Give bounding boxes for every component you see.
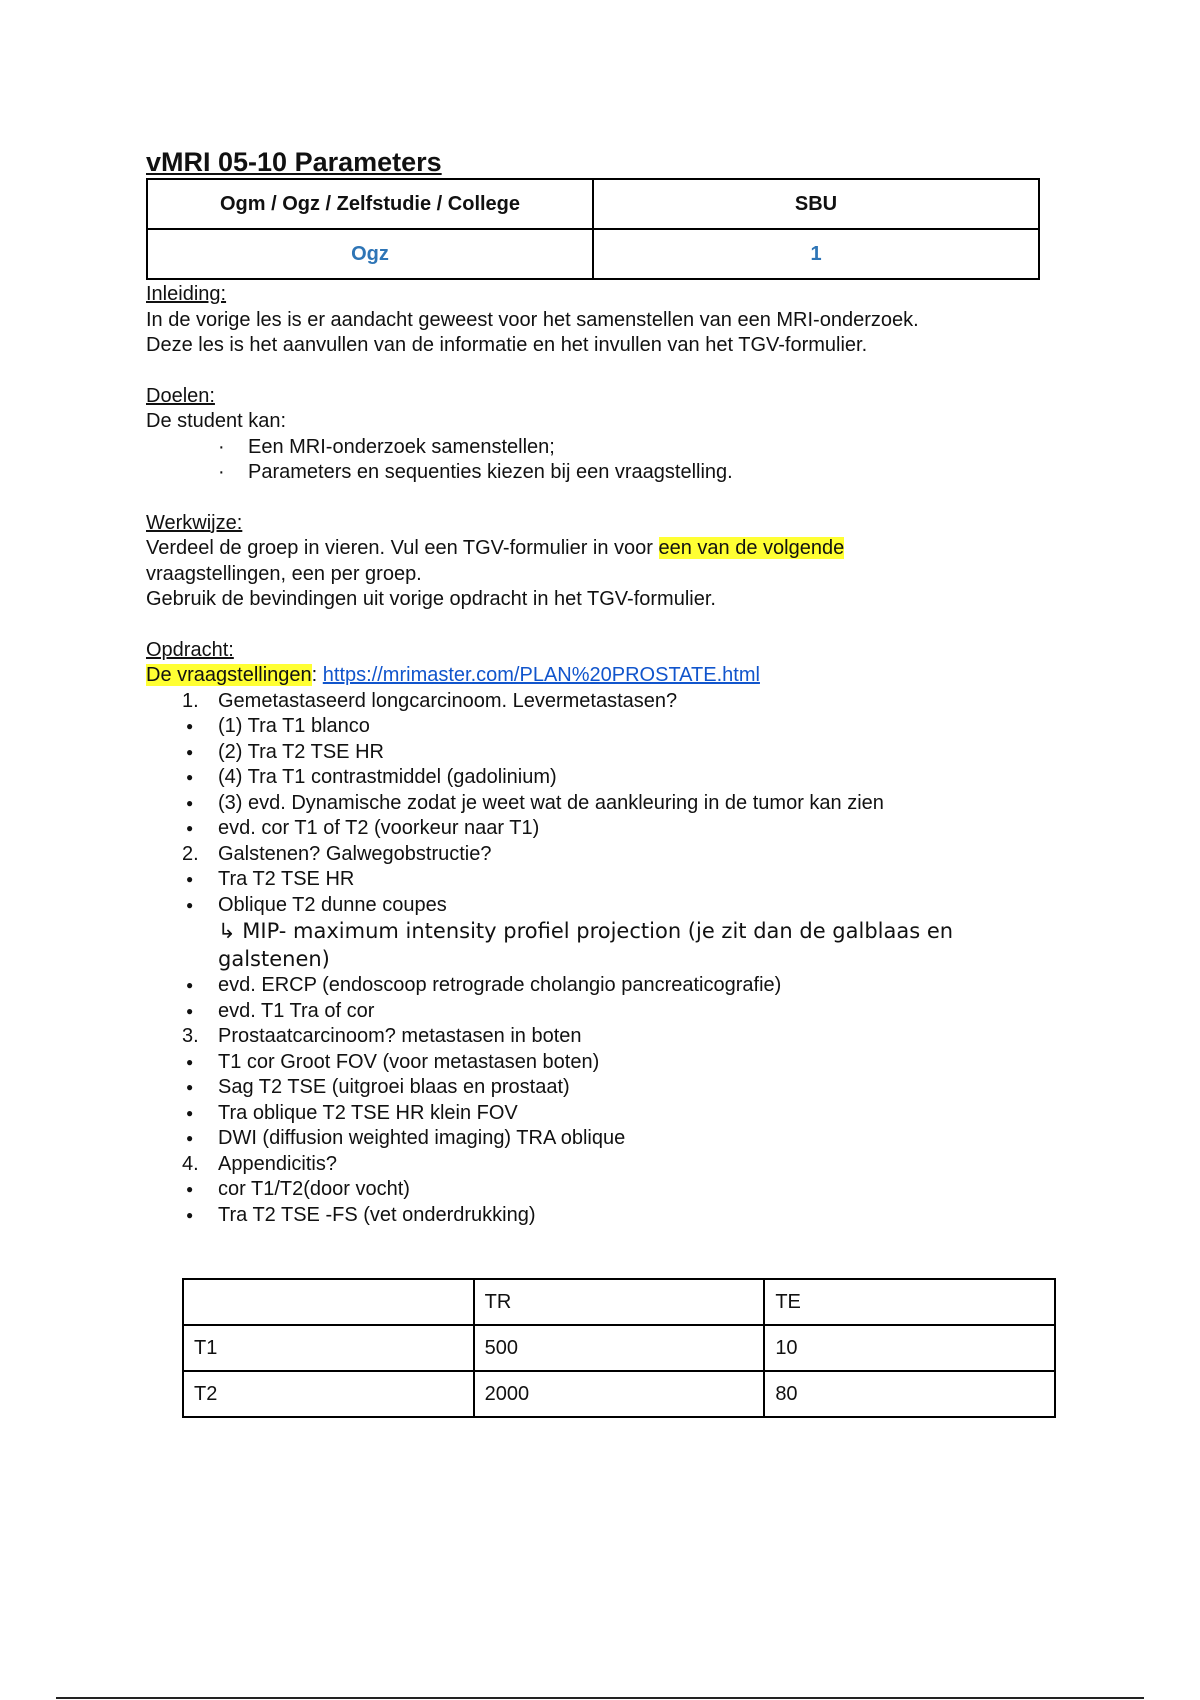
table-row — [183, 1371, 1055, 1417]
list-item: ● Tra oblique T2 TSE HR klein FOV — [182, 1101, 1046, 1127]
question-item — [182, 1152, 1046, 1178]
list-item: ● Tra T2 TSE -FS (vet onderdrukking) — [182, 1203, 1046, 1229]
list-number: 3. — [182, 1025, 199, 1047]
section-heading-werkwijze: Werkwijze: — [146, 511, 243, 534]
table-cell-type: Ogz — [147, 229, 593, 279]
table-header-cell: TR — [474, 1279, 765, 1325]
paragraph-line: De student kan: — [146, 410, 287, 432]
paragraph-line: vraagstellingen, een per groep. — [146, 562, 422, 585]
question-text: Galstenen? Galwegobstructie? — [218, 842, 492, 865]
section-heading-inleiding: Inleiding: — [146, 283, 227, 305]
question-text: Gemetastaseerd longcarcinoom. Levermetastasen? — [218, 689, 678, 712]
list-item: ● (3) evd. Dynamische zodat je weet wat de aankleuring in de tumor kan zien — [182, 791, 1046, 817]
question-item — [182, 689, 1046, 715]
table-cell: 500 — [474, 1325, 765, 1371]
list-item: ● (2) Tra T2 TSE HR — [182, 740, 1046, 766]
table-row — [147, 229, 1039, 279]
highlighted-text: De vraagstellingen — [146, 664, 312, 686]
document-body — [146, 282, 1046, 1228]
table-cell: 10 — [764, 1325, 1055, 1371]
section-heading-doelen: Doelen: — [146, 384, 215, 407]
list-item: ● evd. T1 Tra of cor — [182, 999, 1046, 1025]
list-item: ● T1 cor Groot FOV (voor metastasen boten) — [182, 1050, 1046, 1076]
question-item — [182, 842, 1046, 868]
text-span: Verdeel de groep in vieren. Vul een TGV-formulier in voor — [146, 537, 659, 559]
task-list — [146, 689, 1046, 1229]
list-number: 2. — [182, 842, 199, 865]
mip-note: ↳ MIP- maximum intensity profiel projection (je zit dan de galblaas en galstenen) — [218, 919, 954, 971]
section-heading-opdracht: Opdracht: — [146, 638, 234, 661]
question-text: Appendicitis? — [218, 1152, 337, 1175]
table-header-cell: Ogm / Ogz / Zelfstudie / College — [147, 179, 593, 229]
table-cell: T2 — [183, 1371, 474, 1417]
paragraph-line — [146, 536, 1046, 562]
table-header-cell: SBU — [593, 179, 1039, 229]
table-cell: 80 — [764, 1371, 1055, 1417]
list-item: ● evd. ERCP (endoscoop retrograde cholangio pancreaticografie) — [182, 973, 1046, 999]
item-text: Oblique T2 dunne coupes — [218, 893, 447, 916]
paragraph-line: Deze les is het aanvullen van de informatie en het invullen van het TGV-formulier. — [146, 334, 868, 356]
page-bottom-rule — [56, 1697, 1144, 1699]
table-cell: T1 — [183, 1325, 474, 1371]
question-item — [182, 1024, 1046, 1050]
list-item: · Een MRI-onderzoek samenstellen; — [218, 435, 1046, 461]
list-item: ● Tra T2 TSE HR — [182, 867, 1046, 893]
table-row — [147, 179, 1039, 229]
list-item — [182, 893, 1046, 974]
table-cell: 2000 — [474, 1371, 765, 1417]
table-cell-sbu: 1 — [593, 229, 1039, 279]
list-number: 4. — [182, 1152, 199, 1175]
highlighted-text: een van de volgende — [658, 537, 845, 559]
question-text: Prostaatcarcinoom? metastasen in boten — [218, 1025, 582, 1047]
paragraph-line — [146, 663, 1046, 689]
text-span: : — [311, 664, 323, 686]
course-info-table — [146, 178, 1040, 280]
list-item: ● evd. cor T1 of T2 (voorkeur naar T1) — [182, 816, 1046, 842]
paragraph-line: In de vorige les is er aandacht geweest voor het samenstellen van een MRI-onderzoek. — [146, 308, 919, 331]
list-item: · Parameters en sequenties kiezen bij een vraagstelling. — [218, 460, 1046, 486]
table-row — [183, 1279, 1055, 1325]
list-item: ● (4) Tra T1 contrastmiddel (gadolinium) — [182, 765, 1046, 791]
mrimaster-link[interactable]: https://mrimaster.com/PLAN%20PROSTATE.html — [322, 664, 760, 686]
table-header-cell — [183, 1279, 474, 1325]
list-item: ● cor T1/T2(door vocht) — [182, 1177, 1046, 1203]
list-item: ● (1) Tra T1 blanco — [182, 714, 1046, 740]
parameters-table — [182, 1278, 1056, 1418]
page-title: vMRI 05-10 Parameters — [146, 147, 442, 177]
table-row — [183, 1325, 1055, 1371]
list-item: ● Sag T2 TSE (uitgroei blaas en prostaat) — [182, 1075, 1046, 1101]
list-number: 1. — [182, 689, 199, 712]
paragraph-line: Gebruik de bevindingen uit vorige opdracht in het TGV-formulier. — [146, 588, 716, 610]
list-item: ● DWI (diffusion weighted imaging) TRA oblique — [182, 1126, 1046, 1152]
table-header-cell: TE — [764, 1279, 1055, 1325]
goals-list — [146, 435, 1046, 486]
